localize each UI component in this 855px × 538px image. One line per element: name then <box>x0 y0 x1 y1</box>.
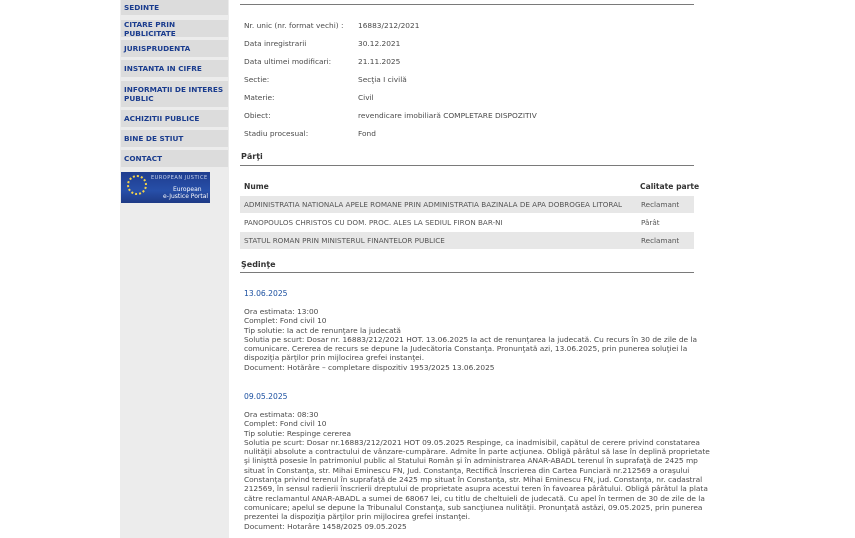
hearing-line: dispoziţia părţilor prin mijlocirea grefei instanţei. <box>244 353 425 363</box>
hearing-line: Complet: Fond civil 10 <box>244 419 327 429</box>
hearing-line: Tip solutie: Ia act de renunţare la judecată <box>244 325 401 335</box>
field-label-stadiu: Stadiu procesual: <box>244 129 309 138</box>
party-role: Reclamant <box>641 200 680 209</box>
hearing-line: Constanţa privind terenul în suprafaţă de 2425 mp situat în Constanţa, str. Mihai Eminescu FN, jud. Constanţa, nr. cadastral <box>244 475 703 485</box>
sidebar-item-instanta-in-cifre[interactable]: INSTANTA IN CIFRE <box>121 60 228 77</box>
hearing-line: Solutia pe scurt: Dosar nr. 16883/212/2021 HOT. 13.06.2025 Ia act de renunţarea la judecată. Cu recurs în 30 de zile de la <box>244 334 697 344</box>
parti-divider <box>240 165 694 166</box>
sidebar-item-bine-de-stiut[interactable]: BINE DE STIUT <box>121 130 228 147</box>
field-value-nr-unic: 16883/212/2021 <box>358 21 420 30</box>
party-role: Reclamant <box>641 236 680 245</box>
sedinte-title: Şedinţe <box>241 260 276 269</box>
hearing-line: către reclamantul ANAR-ABADL a sumei de 68067 lei, cu titlu de cheltuieli de judecată. Cu apel în termen de 30 de zile de la <box>244 493 705 503</box>
hearing-line: Tip solutie: Respinge cererea <box>244 428 352 438</box>
sidebar-item-sedinte[interactable]: SEDINTE <box>121 0 228 15</box>
top-divider <box>240 4 694 5</box>
sidebar-item-citare[interactable]: CITARE PRIN PUBLICITATE <box>121 20 228 37</box>
col-header-nume: Nume <box>244 182 269 191</box>
party-name: PANOPOULOS CHRISTOS CU DOM. PROC. ALES LA SEDIUL FIRON BAR-NI <box>244 218 503 227</box>
field-label-nr-unic: Nr. unic (nr. format vechi) : <box>244 21 344 30</box>
party-name: STATUL ROMAN PRIN MINISTERUL FINANTELOR PUBLICE <box>244 236 445 245</box>
sidebar-item-achizitii-publice[interactable]: ACHIZITII PUBLICE <box>121 110 228 127</box>
hearing-document: Document: Hotărâre – completare dispozitiv 1953/2025 13.06.2025 <box>244 362 495 372</box>
table-row <box>240 232 694 249</box>
hearing-line: prezentei la dispoziţia părţilor prin mijlocirea grefei instanţei. <box>244 512 471 522</box>
sidebar-item-informatii-interes-public[interactable]: INFORMATII DE INTERES PUBLIC <box>121 81 228 107</box>
party-name: ADMINISTRATIA NATIONALA APELE ROMANE PRIN ADMINISTRATIA BAZINALA DE APA DOBROGEA LITORAL <box>244 200 623 209</box>
field-value-sectie: Secţia I civilă <box>358 75 407 84</box>
hearing-line: şi linişttă posesie în patrimoniul public al Statului Român şi în administrarea ANAR-ABADL terenul în suprafaţă de 2425 mp <box>244 456 698 466</box>
table-row <box>240 214 694 231</box>
field-label-data-inregistrarii: Data inregistrarii <box>244 39 307 48</box>
hearing-line: comunicare; apelul se depune la Tribunalul Constanţa, sub sancţiunea nulităţii. Pronunţată astăzi, 09.05.2025, prin punerea <box>244 502 703 512</box>
eu-stars-icon <box>127 175 147 195</box>
sedinte-divider <box>240 272 694 273</box>
field-value-obiect: revendicare imobiliară COMPLETARE DISPOZITIV <box>358 111 537 120</box>
field-label-obiect: Obiect: <box>244 111 271 120</box>
hearing-document: Document: Hotarâre 1458/2025 09.05.2025 <box>244 521 407 531</box>
logo-line3: e-Justice Portal <box>163 193 209 200</box>
hearing-line: Ora estimata: 13:00 <box>244 307 319 316</box>
hearing-line: 212569, în sensul radierii înscrierii dreptului de proprietate asupra acestui teren în favoarea pârâtului. Obligă pârâtul la plata <box>244 484 708 494</box>
col-header-calitate: Calitate parte <box>640 182 700 191</box>
table-row <box>240 196 694 213</box>
hearing-line: comunicare. Cererea de recurs se depune la Judecătoria Constanţa. Pronunţată azi, 13.06.2025, prin punerea soluţiei la <box>244 344 688 354</box>
hearing-line: Solutia pe scurt: Dosar nr.16883/212/2021 HOT 09.05.2025 Respinge, ca inadmisibil, capătul de cerere privind constatarea <box>244 437 700 447</box>
logo-line1: EUROPEAN JUSTICE <box>151 175 208 181</box>
hearing-line: nulităţii absolute a contractului de vânzare-cumpărare. Admite în parte acţiunea. Obligă pârâtul să lase în deplină proprietate <box>244 447 710 457</box>
field-value-data-inregistrarii: 30.12.2021 <box>358 39 401 48</box>
party-role: Pârât <box>641 218 660 227</box>
field-label-sectie: Sectie: <box>244 75 270 84</box>
logo-line2: European <box>173 186 202 193</box>
sidebar-item-jurisprudenta[interactable]: JURISPRUDENTA <box>121 40 228 57</box>
sidebar-item-contact[interactable]: CONTACT <box>121 150 228 167</box>
parti-title: Părţi <box>241 152 263 161</box>
european-e-justice-logo[interactable] <box>121 172 210 203</box>
hearing-date-link[interactable]: 09.05.2025 <box>244 392 288 401</box>
field-value-materie: Civil <box>358 93 374 102</box>
field-label-materie: Materie: <box>244 93 275 102</box>
hearing-line: Ora estimata: 08:30 <box>244 410 319 419</box>
hearing-line: situat în Constanţa, str. Mihai Eminescu FN, Jud. Constanţa, Rectifică înscrierea din Cartea Funciară nr.212569 a oraşului <box>244 465 690 475</box>
hearing-details <box>244 307 697 372</box>
field-value-stadiu: Fond <box>358 129 376 138</box>
field-value-data-modificari: 21.11.2025 <box>358 57 401 66</box>
hearing-date-link[interactable]: 13.06.2025 <box>244 289 288 298</box>
hearing-details <box>244 410 710 531</box>
hearing-line: Complet: Fond civil 10 <box>244 316 327 326</box>
field-label-data-modificari: Data ultimei modificari: <box>244 57 332 66</box>
